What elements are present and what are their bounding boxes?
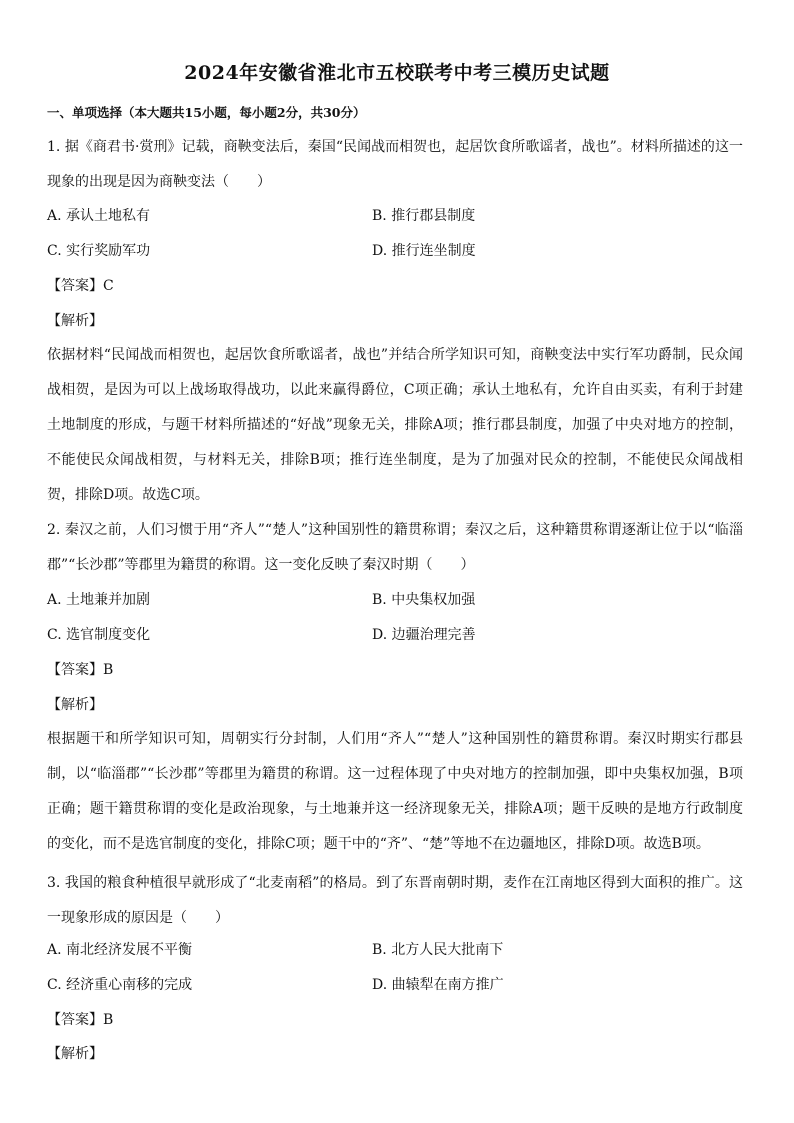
- question-2-answer: 【答案】B: [47, 662, 114, 678]
- question-1-analysis: 依据材料“民闻战而相贺也，起居饮食所歌谣者，战也”并结合所学知识可知，商鞅变法中实行军功爵制，民众闻战相贺，是因为可以上战场取得战功，以此来赢得爵位，C项正确；承认土地私有，允许自由买卖，有利于封建土地制度的形成，与题干材料所描述的“好战”现象无关，排除A项；推行郡县制度，加强了中央对地方的控制，不能使民众闻战相贺，与材料无关，排除B项；推行连坐制度，是为了加强对民众的控制，不能使民众闻战相贺，排除D项。故选C项。: [47, 347, 743, 503]
- question-1-option-a: A. 承认土地私有: [47, 208, 151, 224]
- question-3-option-b: B. 北方人民大批南下: [372, 942, 504, 958]
- question-3-option-c: C. 经济重心南移的完成: [47, 977, 193, 993]
- question-1-answer: 【答案】C: [47, 278, 114, 294]
- section-heading: 一、单项选择（本大题共15小题，每小题2分，共30分）: [47, 105, 366, 120]
- question-1-option-d: D. 推行连坐制度: [372, 243, 476, 259]
- question-2-analysis-label: 【解析】: [47, 697, 103, 713]
- question-2-option-d: D. 边疆治理完善: [372, 627, 476, 643]
- question-2-option-a: A. 土地兼并加剧: [47, 592, 151, 608]
- question-3-analysis-label: 【解析】: [47, 1046, 103, 1062]
- question-1-option-c: C. 实行奖励军功: [47, 243, 151, 259]
- question-2-option-b: B. 中央集权加强: [372, 592, 476, 608]
- question-3-option-a: A. 南北经济发展不平衡: [47, 942, 193, 958]
- question-3-stem: 3. 我国的粮食种植很早就形成了“北麦南稻”的格局。到了东晋南朝时期，麦作在江南地区得到大面积的推广。这一现象形成的原因是（ ）: [47, 875, 743, 926]
- page-title: 2024年安徽省淮北市五校联考中考三模历史试题: [184, 62, 610, 84]
- question-1-analysis-label: 【解析】: [47, 313, 103, 329]
- question-1-option-b: B. 推行郡县制度: [372, 208, 476, 224]
- question-2-stem: 2. 秦汉之前，人们习惯于用“齐人”“楚人”这种国别性的籍贯称谓；秦汉之后，这种籍贯称谓逐渐让位于以“临淄郡”“长沙郡”等郡里为籍贯的称谓。这一变化反映了秦汉时期（ ）: [47, 522, 743, 573]
- question-2-analysis: 根据题干和所学知识可知，周朝实行分封制，人们用“齐人”“楚人”这种国别性的籍贯称谓。秦汉时期实行郡县制，以“临淄郡”“长沙郡”等郡里为籍贯的称谓。这一过程体现了中央对地方的控制加强，即中央集权加强，B项正确；题干籍贯称谓的变化是政治现象，与土地兼并这一经济现象无关，排除A项；题干反映的是地方行政制度的变化，而不是选官制度的变化，排除C项；题干中的“齐”、“楚”等地不在边疆地区，排除D项。故选B项。: [47, 731, 743, 852]
- question-1-stem: 1. 据《商君书·赏刑》记载，商鞅变法后，秦国“民闻战而相贺也，起居饮食所歌谣者，战也”。材料所描述的这一现象的出现是因为商鞅变法（ ）: [47, 139, 743, 190]
- question-3-option-d: D. 曲辕犁在南方推广: [372, 977, 504, 993]
- question-2-option-c: C. 选官制度变化: [47, 627, 151, 643]
- question-3-answer: 【答案】B: [47, 1012, 114, 1028]
